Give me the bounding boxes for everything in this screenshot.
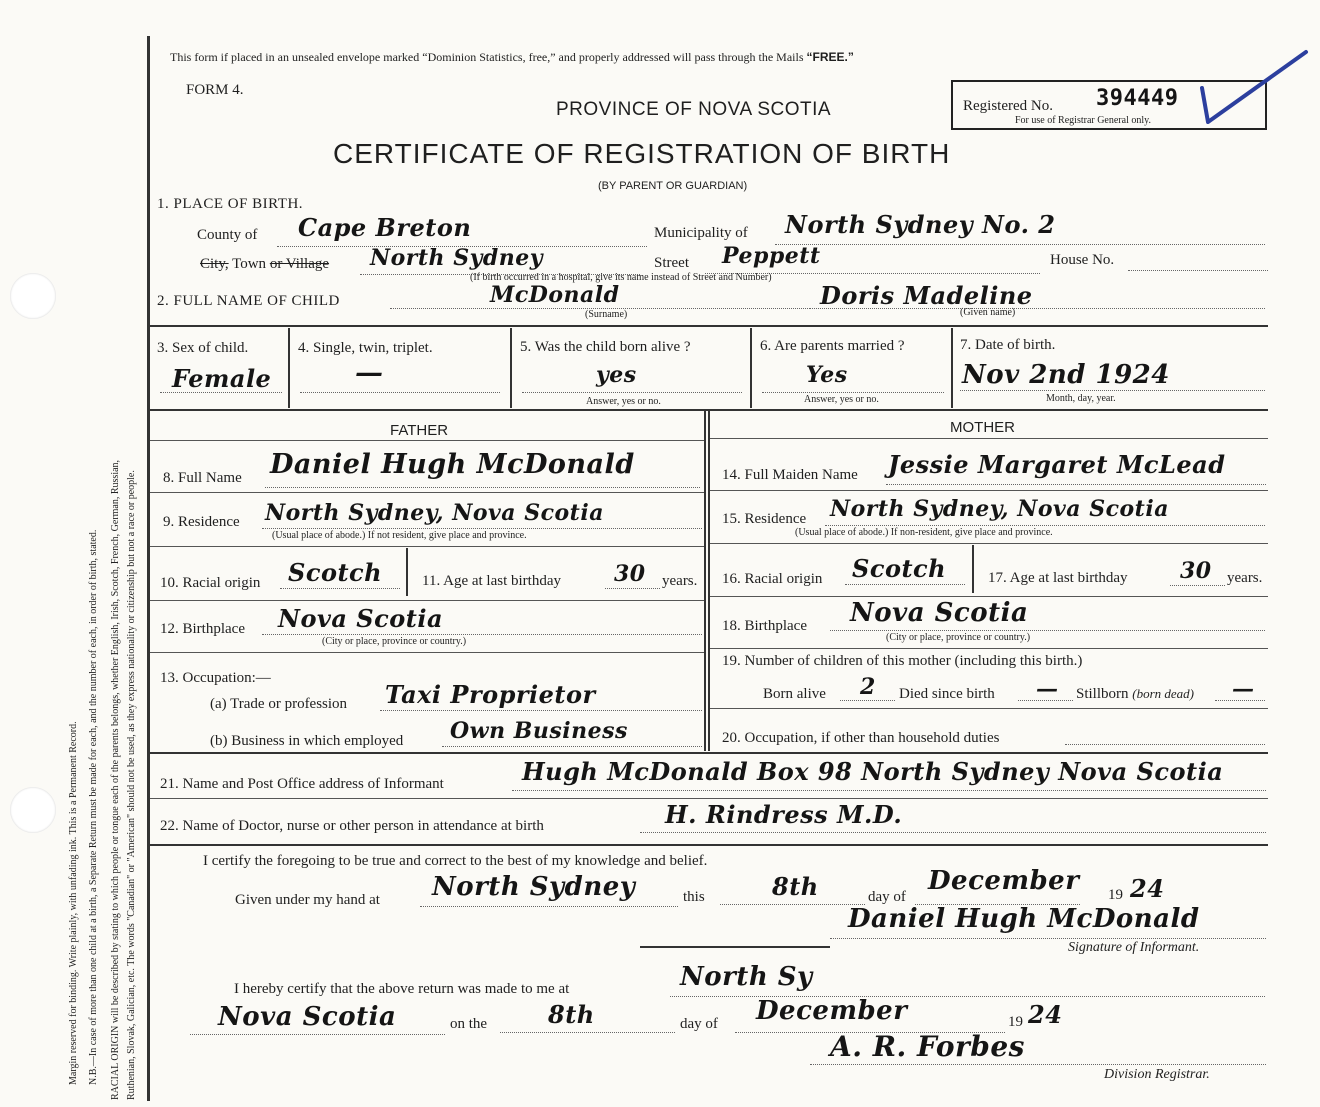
surname-value: McDonald: [490, 282, 620, 308]
mother-residence-note: (Usual place of abode.) If non-resident, give place and province.: [795, 527, 1053, 538]
place-heading: 1. PLACE OF BIRTH.: [157, 196, 304, 212]
registrar-month-value: December: [756, 996, 908, 1026]
county-value: Cape Breton: [298, 213, 472, 242]
parents-married-question: 6. Are parents married ?: [760, 338, 905, 354]
died-since-birth-label: Died since birth: [899, 686, 995, 702]
stillborn-value: —: [1232, 676, 1255, 702]
registrar-day-value: 8th: [548, 1000, 595, 1029]
given-name-value: Doris Madeline: [820, 281, 1033, 310]
stillborn-label: [1076, 686, 1194, 703]
died-since-birth-value: —: [1036, 676, 1059, 702]
mother-birthplace-label: 18. Birthplace: [722, 618, 807, 634]
certify-statement: I certify the foregoing to be true and correct to the best of my knowledge and belief.: [203, 853, 708, 869]
father-race-value: Scotch: [288, 558, 383, 587]
father-residence-value: North Sydney, Nova Scotia: [265, 500, 604, 526]
mother-residence-label: 15. Residence: [722, 511, 807, 527]
form-left-border: [147, 36, 150, 1101]
city-label: City,: [200, 256, 229, 272]
town-value: North Sydney: [370, 245, 544, 271]
registrar-place-1: North Sy: [680, 962, 813, 992]
father-birthplace-label: 12. Birthplace: [160, 621, 245, 637]
plurality-label: 4. Single, twin, triplet.: [298, 340, 433, 356]
municipality-value: North Sydney No. 2: [785, 210, 1056, 239]
registrar-year-prefix: 19: [1008, 1014, 1023, 1030]
sex-value: Female: [172, 364, 272, 393]
registrar-on-the-label: on the: [450, 1016, 488, 1032]
mother-birthplace-note: (City or place, province or country.): [886, 632, 1031, 643]
street-label: Street: [654, 255, 689, 271]
informant-signature-label: Signature of Informant.: [1068, 940, 1200, 955]
mother-heading: MOTHER: [950, 419, 1015, 436]
trade-value: Taxi Proprietor: [385, 680, 596, 709]
hospital-note: (If birth occurred in a hospital, give its name instead of Street and Number): [470, 272, 772, 283]
certify-day-of-label: day of: [868, 889, 906, 905]
this-label: this: [683, 889, 705, 905]
father-name-label: 8. Full Name: [163, 470, 242, 486]
village-label: or Village: [269, 256, 330, 272]
born-alive-question: 5. Was the child born alive ?: [520, 339, 691, 355]
margin-line-4: Ruthenian, Slovak, Galician, etc. The words "Canadian" or "American" should not be used, as they express nationality or citizenship but not a race or people.: [126, 470, 137, 1100]
mother-age-label: 17. Age at last birthday: [988, 570, 1128, 586]
mother-occupation-label: 20. Occupation, if other than household duties: [722, 730, 1000, 746]
informant-label: 21. Name and Post Office address of Informant: [160, 776, 444, 792]
father-occupation-label: 13. Occupation:—: [160, 670, 271, 686]
postal-free: “FREE.”: [806, 50, 854, 64]
father-years-label: years.: [662, 573, 698, 589]
mother-race-value: Scotch: [852, 554, 947, 583]
registrar-year-value: 24: [1028, 1000, 1063, 1029]
registrar-statement: I hereby certify that the above return was made to me at: [234, 981, 570, 997]
street-value: Peppett: [722, 243, 821, 269]
sex-label: 3. Sex of child.: [157, 340, 249, 356]
mother-birthplace-value: Nova Scotia: [850, 598, 1029, 628]
registered-number: 394449: [1096, 86, 1179, 111]
mother-name-value: Jessie Margaret McLead: [888, 450, 1226, 479]
date-of-birth-note: Month, day, year.: [1046, 393, 1116, 404]
municipality-label: Municipality of: [654, 225, 748, 241]
informant-signature: Daniel Hugh McDonald: [848, 904, 1200, 934]
given-place-value: North Sydney: [432, 872, 636, 902]
margin-line-1: Margin reserved for binding. Write plainly, with unfading ink. This is a Permanent Record.: [68, 721, 79, 1085]
plurality-value: —: [355, 356, 384, 389]
doctor-label: 22. Name of Doctor, nurse or other person in attendance at birth: [160, 818, 544, 834]
mother-race-label: 16. Racial origin: [722, 571, 823, 587]
registrar-place-2: Nova Scotia: [218, 1002, 397, 1032]
postal-note: This form if placed in an unsealed envelope marked “Dominion Statistics, free,” and properly addressed will pass through the Mails “FREE.”: [170, 50, 854, 64]
parents-married-value: Yes: [806, 362, 848, 388]
father-age-label: 11. Age at last birthday: [422, 573, 561, 589]
father-name-value: Daniel Hugh McDonald: [270, 449, 635, 480]
child-name-label: 2. FULL NAME OF CHILD: [157, 293, 340, 309]
margin-instructions: [0, 0, 150, 1107]
parents-married-note: Answer, yes or no.: [804, 394, 879, 405]
registrar-signature: A. R. Forbes: [830, 1030, 1025, 1063]
stillborn-text: Stillborn: [1076, 686, 1129, 702]
business-label: (b) Business in which employed: [210, 733, 404, 749]
father-race-label: 10. Racial origin: [160, 575, 261, 591]
mother-years-label: years.: [1227, 570, 1263, 586]
date-of-birth-value: Nov 2nd 1924: [962, 360, 1170, 390]
town-label: Town: [232, 256, 267, 272]
born-alive-count-label: Born alive: [763, 686, 826, 702]
city-town-village-label: [200, 256, 329, 273]
given-under-hand-label: Given under my hand at: [235, 892, 380, 908]
margin-line-3: RACIAL ORIGIN will be described by stating to which people or tongue each of the parents belongs, whether English, Irish, Scotch, French, German, Russian,: [110, 459, 121, 1100]
given-name-note: (Given name): [960, 307, 1016, 318]
form-number: FORM 4.: [186, 82, 244, 98]
father-birthplace-note: (City or place, province or country.): [322, 636, 467, 647]
informant-value: Hugh McDonald Box 98 North Sydney Nova Scotia: [522, 757, 1224, 786]
doctor-value: H. Rindress M.D.: [665, 800, 903, 829]
margin-line-2: N.B.—In case of more than one child at a birth, a Separate Return must be made for each, and the number of each, in order of birth, stated.: [88, 529, 99, 1085]
mother-residence-value: North Sydney, Nova Scotia: [830, 496, 1169, 522]
mother-age-value: 30: [1180, 558, 1212, 584]
certify-day-value: 8th: [772, 872, 819, 901]
born-alive-count-value: 2: [860, 674, 876, 700]
stillborn-note: (born dead): [1132, 686, 1195, 701]
registrar-day-of-label: day of: [680, 1016, 718, 1032]
mother-name-label: 14. Full Maiden Name: [722, 467, 858, 483]
father-heading: FATHER: [390, 422, 449, 439]
county-label: County of: [197, 227, 258, 243]
father-age-value: 30: [614, 561, 646, 587]
born-alive-value: yes: [596, 362, 637, 388]
certify-year-value: 24: [1130, 874, 1165, 903]
check-mark-icon: [1198, 48, 1310, 128]
father-residence-note: (Usual place of abode.) If not resident, give place and province.: [272, 530, 527, 541]
born-alive-note: Answer, yes or no.: [586, 396, 661, 407]
father-birthplace-value: Nova Scotia: [278, 604, 444, 633]
province-title: PROVINCE OF NOVA SCOTIA: [556, 99, 832, 120]
certificate-subtitle: (BY PARENT OR GUARDIAN): [598, 180, 748, 192]
registrar-signature-label: Division Registrar.: [1104, 1067, 1210, 1082]
certify-month-value: December: [928, 866, 1080, 896]
certify-year-prefix: 19: [1108, 887, 1123, 903]
trade-label: (a) Trade or profession: [210, 696, 348, 712]
surname-note: (Surname): [585, 309, 628, 320]
registrar-note: For use of Registrar General only.: [1015, 115, 1151, 126]
children-count-label: 19. Number of children of this mother (including this birth.): [722, 653, 1083, 669]
certificate-title: CERTIFICATE OF REGISTRATION OF BIRTH: [333, 138, 951, 169]
registered-label: Registered No.: [963, 98, 1053, 114]
date-of-birth-label: 7. Date of birth.: [960, 337, 1056, 353]
father-residence-label: 9. Residence: [163, 514, 240, 530]
business-value: Own Business: [450, 718, 628, 744]
house-number-label: House No.: [1050, 252, 1115, 268]
